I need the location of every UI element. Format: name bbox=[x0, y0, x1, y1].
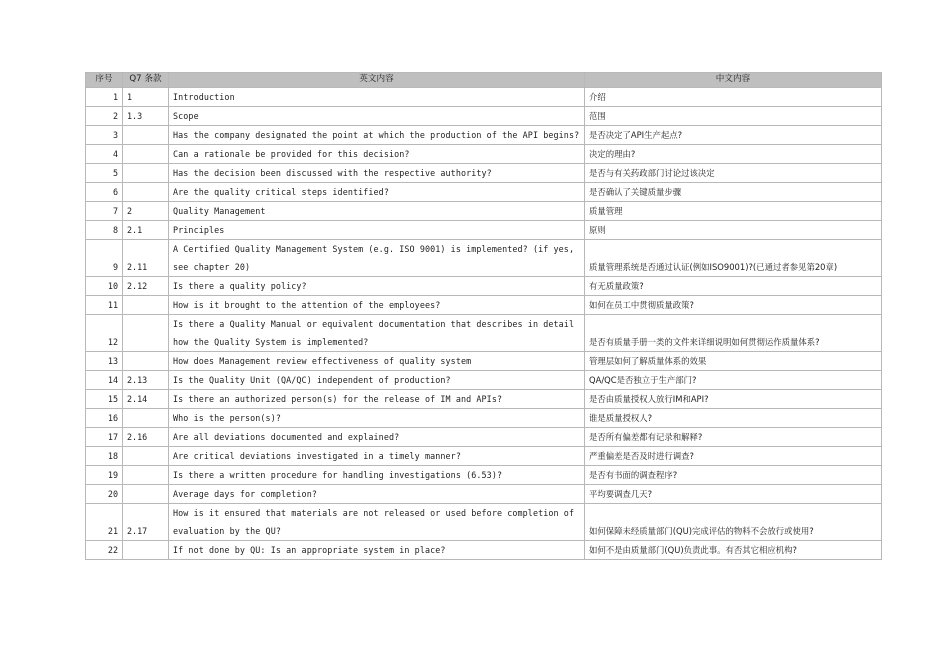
table-header-row bbox=[86, 73, 882, 88]
table-row bbox=[86, 390, 882, 409]
row-english-text: Can a rationale be provided for this decision? bbox=[169, 145, 585, 164]
row-english-text: Is there a quality policy? bbox=[169, 277, 585, 296]
row-number: 18 bbox=[86, 447, 123, 466]
row-q7-clause: 2.14 bbox=[123, 390, 169, 409]
row-chinese-text: 介绍 bbox=[585, 88, 882, 107]
table-row bbox=[86, 466, 882, 485]
row-chinese-text: 如何在员工中贯彻质量政策? bbox=[585, 296, 882, 315]
row-english-text: Are critical deviations investigated in a timely manner? bbox=[169, 447, 585, 466]
row-number: 3 bbox=[86, 126, 123, 145]
header-chinese-content: 中文内容 bbox=[585, 73, 882, 88]
table-row bbox=[86, 315, 882, 352]
row-q7-clause: 2.17 bbox=[123, 504, 169, 541]
table-row bbox=[86, 371, 882, 390]
row-number: 4 bbox=[86, 145, 123, 164]
header-number: 序号 bbox=[86, 73, 123, 88]
table-row bbox=[86, 409, 882, 428]
row-number: 10 bbox=[86, 277, 123, 296]
row-number: 5 bbox=[86, 164, 123, 183]
row-chinese-text: 如何保障未经质量部门(QU)完成评估的物料不会放行或使用? bbox=[585, 504, 882, 541]
row-chinese-text: 是否有质量手册一类的文件来详细说明如何贯彻运作质量体系? bbox=[585, 315, 882, 352]
row-q7-clause bbox=[123, 541, 169, 560]
row-number: 7 bbox=[86, 202, 123, 221]
row-number: 6 bbox=[86, 183, 123, 202]
row-q7-clause: 2.1 bbox=[123, 221, 169, 240]
table-row bbox=[86, 88, 882, 107]
row-chinese-text: 是否确认了关键质量步骤 bbox=[585, 183, 882, 202]
table-row bbox=[86, 221, 882, 240]
table-row bbox=[86, 164, 882, 183]
row-q7-clause bbox=[123, 145, 169, 164]
row-number: 15 bbox=[86, 390, 123, 409]
row-english-text: If not done by QU: Is an appropriate system in place? bbox=[169, 541, 585, 560]
row-english-text: Are all deviations documented and explained? bbox=[169, 428, 585, 447]
table-row bbox=[86, 504, 882, 541]
table-row bbox=[86, 296, 882, 315]
row-q7-clause bbox=[123, 164, 169, 183]
row-chinese-text: 质量管理系统是否通过认证(例如ISO9001)?(已通过者参见第20章) bbox=[585, 240, 882, 277]
q7-checklist-table bbox=[85, 72, 882, 560]
table-row bbox=[86, 145, 882, 164]
table-row bbox=[86, 277, 882, 296]
row-q7-clause: 2.12 bbox=[123, 277, 169, 296]
row-number: 13 bbox=[86, 352, 123, 371]
row-chinese-text: 有无质量政策? bbox=[585, 277, 882, 296]
row-q7-clause bbox=[123, 183, 169, 202]
row-english-text: Is there an authorized person(s) for the release of IM and APIs? bbox=[169, 390, 585, 409]
table-row bbox=[86, 541, 882, 560]
row-q7-clause bbox=[123, 315, 169, 352]
row-english-text: How does Management review effectiveness of quality system bbox=[169, 352, 585, 371]
row-chinese-text: 是否与有关药政部门讨论过该决定 bbox=[585, 164, 882, 183]
row-q7-clause: 2.16 bbox=[123, 428, 169, 447]
table-row bbox=[86, 352, 882, 371]
row-q7-clause bbox=[123, 352, 169, 371]
row-q7-clause bbox=[123, 126, 169, 145]
table-row bbox=[86, 485, 882, 504]
row-q7-clause: 2.13 bbox=[123, 371, 169, 390]
row-number: 9 bbox=[86, 240, 123, 277]
row-english-text: Principles bbox=[169, 221, 585, 240]
row-q7-clause bbox=[123, 466, 169, 485]
row-number: 19 bbox=[86, 466, 123, 485]
row-english-text: Has the decision been discussed with the respective authority? bbox=[169, 164, 585, 183]
table-row bbox=[86, 240, 882, 277]
row-q7-clause: 2.11 bbox=[123, 240, 169, 277]
row-english-text: Quality Management bbox=[169, 202, 585, 221]
row-q7-clause: 1.3 bbox=[123, 107, 169, 126]
row-chinese-text: 原则 bbox=[585, 221, 882, 240]
row-q7-clause bbox=[123, 409, 169, 428]
row-chinese-text: 决定的理由? bbox=[585, 145, 882, 164]
row-english-text: A Certified Quality Management System (e.g. ISO 9001) is implemented? (if yes, see chapter 20) bbox=[169, 240, 585, 277]
row-chinese-text: 是否所有偏差都有记录和解释? bbox=[585, 428, 882, 447]
row-number: 22 bbox=[86, 541, 123, 560]
row-q7-clause: 2 bbox=[123, 202, 169, 221]
table-row bbox=[86, 447, 882, 466]
table-row bbox=[86, 107, 882, 126]
table-row bbox=[86, 183, 882, 202]
row-chinese-text: 是否有书面的调查程序? bbox=[585, 466, 882, 485]
table-row bbox=[86, 126, 882, 145]
row-number: 14 bbox=[86, 371, 123, 390]
row-chinese-text: 质量管理 bbox=[585, 202, 882, 221]
row-number: 11 bbox=[86, 296, 123, 315]
row-english-text: How is it brought to the attention of the employees? bbox=[169, 296, 585, 315]
row-chinese-text: 是否决定了API生产起点? bbox=[585, 126, 882, 145]
header-english-content: 英文内容 bbox=[169, 73, 585, 88]
row-chinese-text: 是否由质量授权人放行IM和API? bbox=[585, 390, 882, 409]
row-number: 12 bbox=[86, 315, 123, 352]
row-english-text: Is there a written procedure for handling investigations (6.53)? bbox=[169, 466, 585, 485]
row-chinese-text: QA/QC是否独立于生产部门? bbox=[585, 371, 882, 390]
row-english-text: Scope bbox=[169, 107, 585, 126]
row-chinese-text: 管理层如何了解质量体系的效果 bbox=[585, 352, 882, 371]
row-q7-clause bbox=[123, 485, 169, 504]
table-row bbox=[86, 428, 882, 447]
row-english-text: How is it ensured that materials are not released or used before completion of evaluation by the QU? bbox=[169, 504, 585, 541]
row-chinese-text: 谁是质量授权人? bbox=[585, 409, 882, 428]
row-english-text: Are the quality critical steps identified? bbox=[169, 183, 585, 202]
row-english-text: Average days for completion? bbox=[169, 485, 585, 504]
row-chinese-text: 严重偏差是否及时进行调查? bbox=[585, 447, 882, 466]
row-q7-clause bbox=[123, 447, 169, 466]
table-body bbox=[86, 88, 882, 560]
table-row bbox=[86, 202, 882, 221]
row-chinese-text: 如何不是由质量部门(QU)负责此事。有否其它相应机构? bbox=[585, 541, 882, 560]
row-chinese-text: 范围 bbox=[585, 107, 882, 126]
row-q7-clause: 1 bbox=[123, 88, 169, 107]
row-number: 16 bbox=[86, 409, 123, 428]
row-number: 21 bbox=[86, 504, 123, 541]
row-number: 8 bbox=[86, 221, 123, 240]
row-chinese-text: 平均要调查几天? bbox=[585, 485, 882, 504]
row-english-text: Is the Quality Unit (QA/QC) independent of production? bbox=[169, 371, 585, 390]
row-number: 20 bbox=[86, 485, 123, 504]
row-english-text: Who is the person(s)? bbox=[169, 409, 585, 428]
row-q7-clause bbox=[123, 296, 169, 315]
row-number: 17 bbox=[86, 428, 123, 447]
row-number: 2 bbox=[86, 107, 123, 126]
row-english-text: Introduction bbox=[169, 88, 585, 107]
row-english-text: Is there a Quality Manual or equivalent documentation that describes in detail how the Quality System is implemented? bbox=[169, 315, 585, 352]
header-q7-clause: Q7 条款 bbox=[123, 73, 169, 88]
row-number: 1 bbox=[86, 88, 123, 107]
row-english-text: Has the company designated the point at which the production of the API begins? bbox=[169, 126, 585, 145]
